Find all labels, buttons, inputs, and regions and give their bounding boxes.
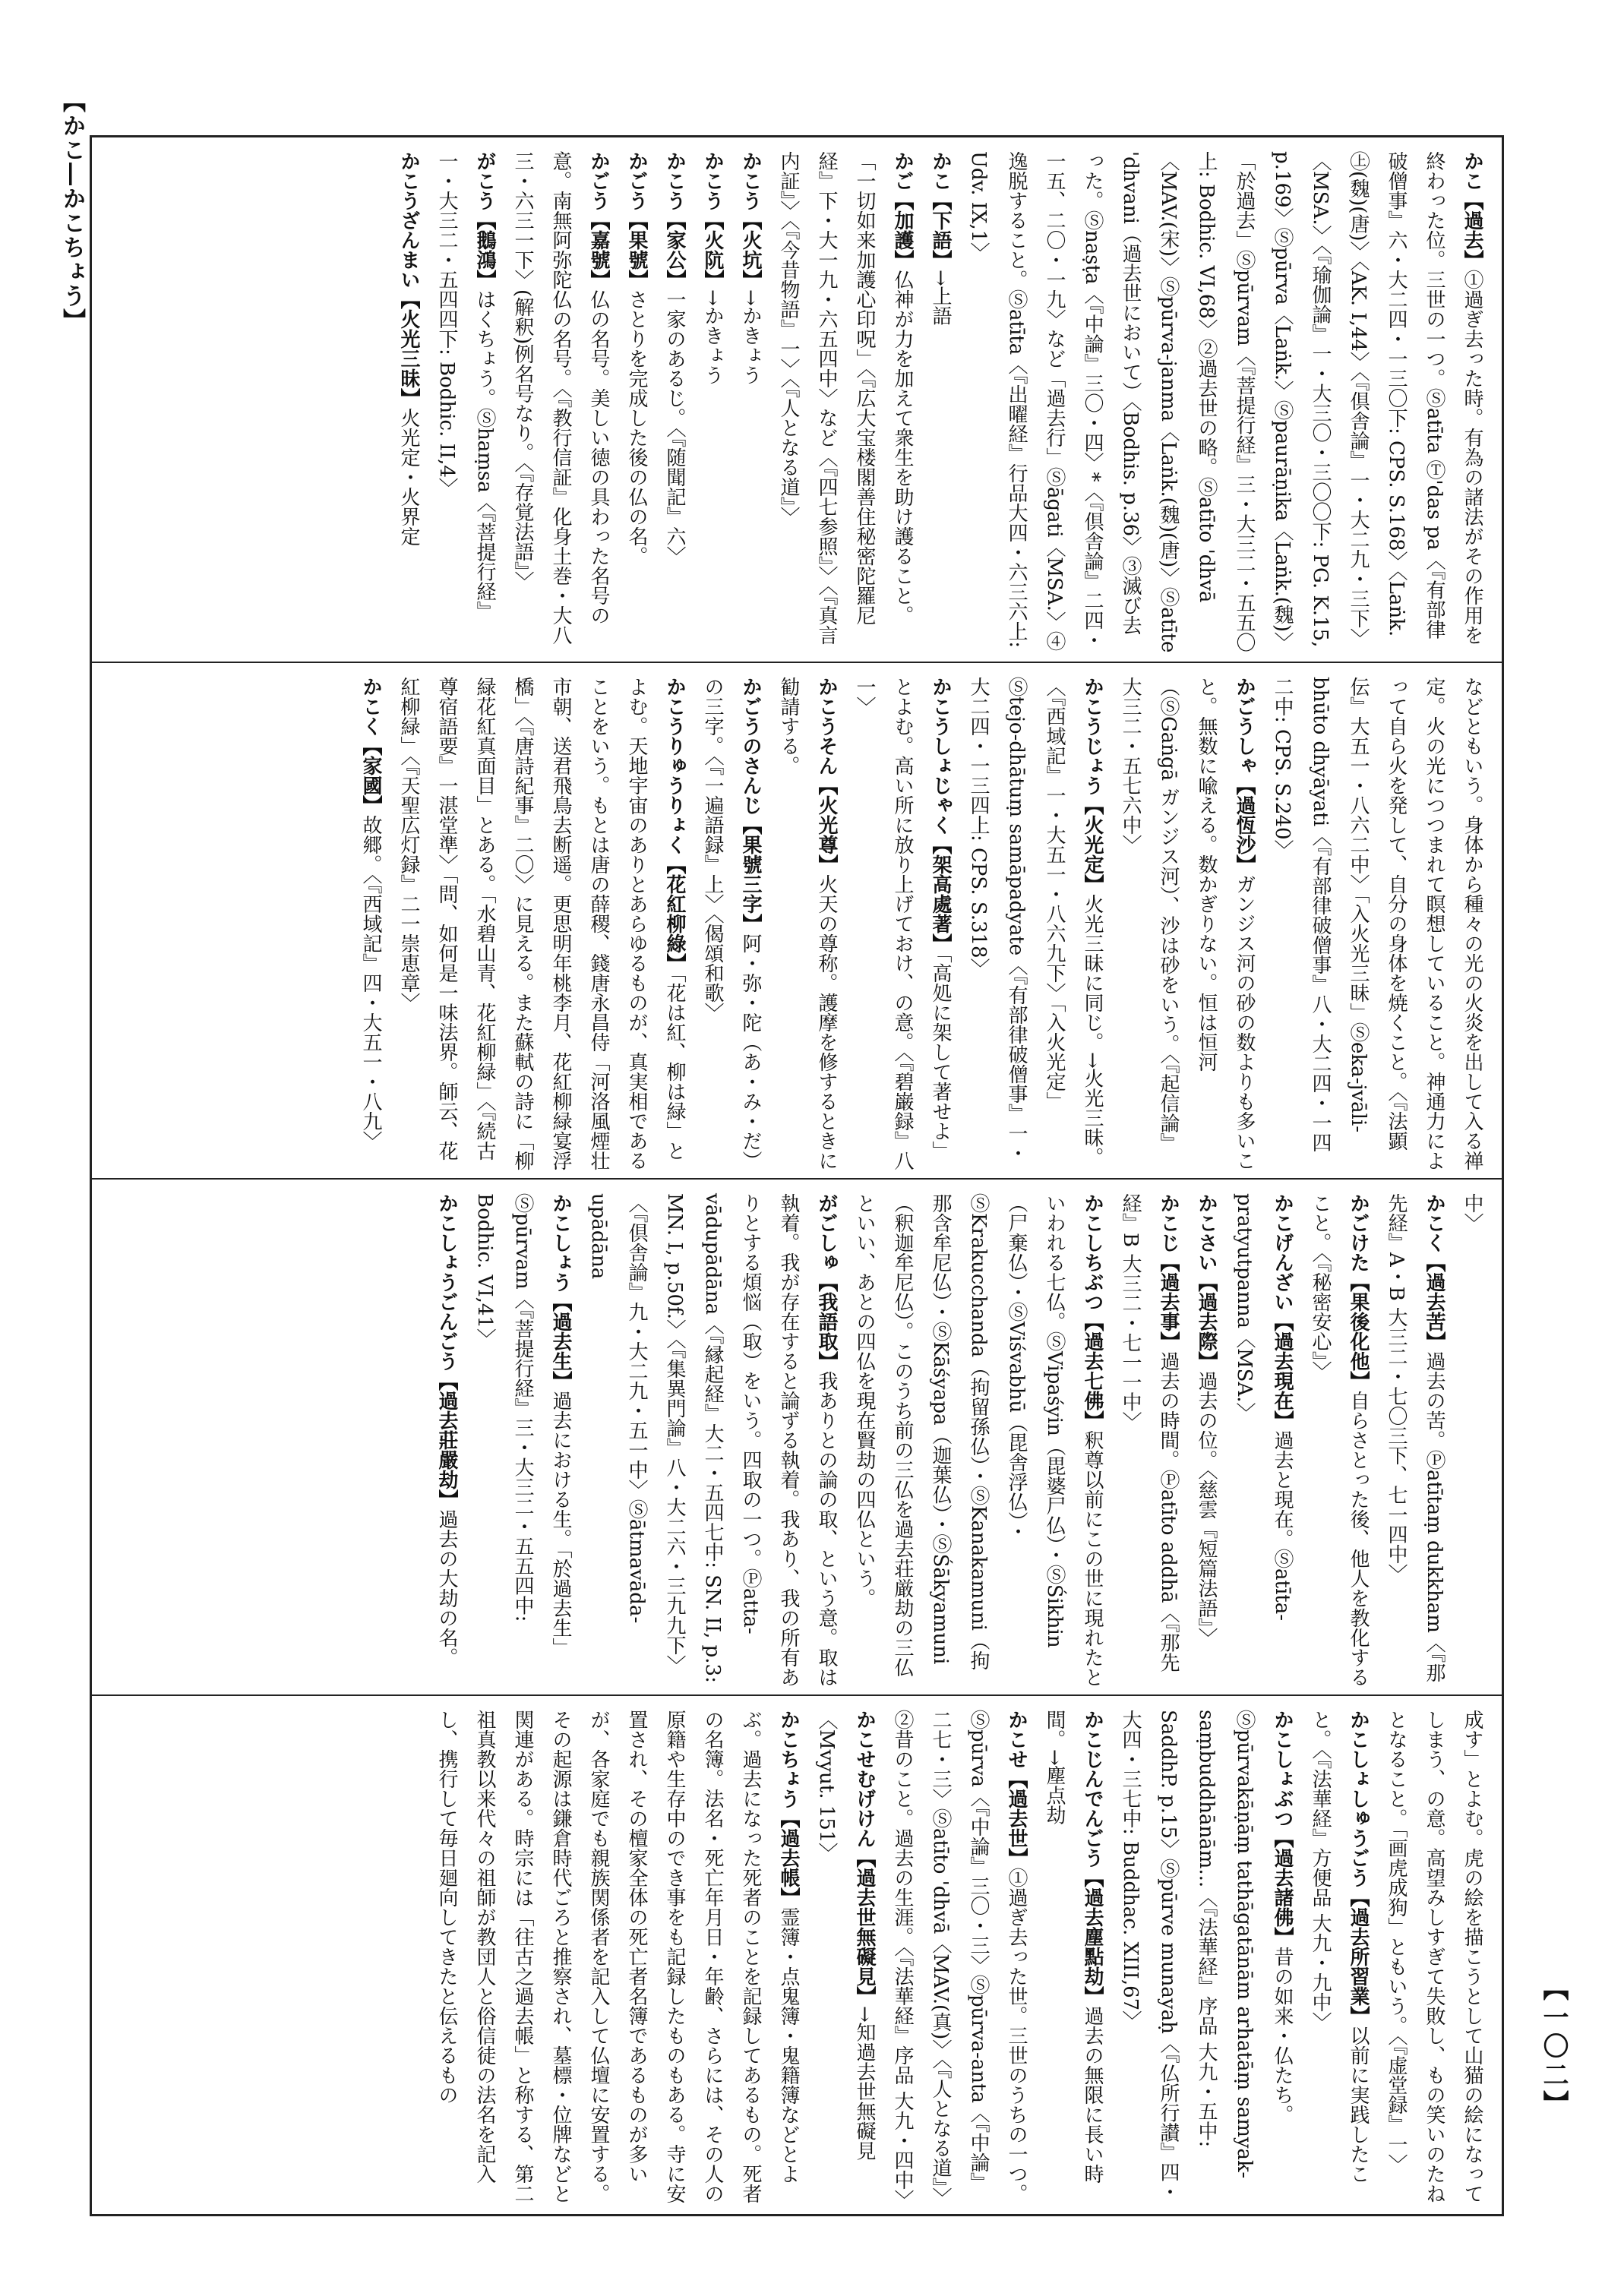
dictionary-entry	[1377, 1710, 1491, 2211]
dictionary-entry	[883, 1710, 1035, 2211]
dictionary-entry	[504, 151, 618, 654]
entry-headword: かこ【下語】	[929, 151, 952, 270]
entry-headword: かこうりゅうりょく【花紅柳綠】	[663, 677, 686, 973]
entry-body: →かきょう	[701, 289, 724, 385]
entry-body: 「高処に架して著せよ」とよむ。高い所に放り上げておけ、の意。〈『碧巌録』八一〉	[853, 677, 952, 1170]
entry-headword: かこう【家公】	[663, 151, 686, 289]
dictionary-entry	[428, 1193, 466, 1687]
entry-body: さとりを完成した後の仏の名。	[625, 289, 648, 566]
text-column	[92, 1180, 1502, 1694]
dictionary-entry	[1035, 1710, 1111, 2211]
entry-headword: かこうしょじゃく【架高處著】	[929, 677, 952, 953]
entry-headword: かご【加護】	[891, 151, 914, 270]
entry-body: 釈尊以前にこの世に現れたといわれる七仏。ⓈVipaśyin（毘婆尸仏）・ⓈŚikhin（尸棄仏）・ⓈViśvabhū（毘舎浮仏）・ⓈKrakucchanda（拘留孫仏）・ⓈKanakamuni（拘那含牟尼仏）・ⓈKāśyapa（迦葉仏）・ⓈŚākyamuni（釈迦牟尼仏）。このうち前の三仏を過去荘厳劫の三仏といい、あとの四仏を現在賢劫の四仏という。	[853, 1193, 1104, 1687]
page-number: 【一〇二】	[1538, 1975, 1569, 2119]
entry-body: 我ありとの論の取、という意。取は執着。我が存在すると論ずる執着。我あり、我の所有ありとする煩悩（取）をいう。四取の一つ。Ⓟatta-vādupādāna〈『縁起経』大二・五四七中: SN. II, p.3: MN. I, p.50f.〉〈『集異門論』八・大二六・三九九下〉〈『倶舎論』九・大二九・五一中〉Ⓢātmavāda-upādāna	[587, 1193, 838, 1687]
dictionary-page-frame	[90, 135, 1504, 2216]
dictionary-entry	[1377, 1193, 1453, 1687]
entry-body: 阿・弥・陀（あ・み・だ）の三字。〈『一遍語録』上〉〈偈頌和歌〉	[701, 677, 762, 1170]
entry-headword: かこう【火坑】	[739, 151, 762, 289]
dictionary-entry	[807, 1710, 883, 2211]
entry-body: 故郷。〈『西域記』四・大五一・八九〉	[359, 815, 382, 1151]
entry-body: →知過去世無礙見〈Mvyut. 151〉	[815, 1710, 876, 2161]
page-header: 【かこ―かこちょう】	[58, 90, 85, 333]
dictionary-entry	[845, 677, 959, 1170]
entry-headword: かこじ【過去事】	[1157, 1193, 1180, 1351]
text-column	[92, 663, 1502, 1178]
dictionary-entry	[769, 677, 845, 1170]
dictionary-entry	[352, 677, 390, 1170]
dictionary-entry	[1111, 1710, 1301, 2211]
entry-headword: かごうしゃ【過恆沙】	[1233, 677, 1256, 874]
entry-headword: かごう【嘉號】	[587, 151, 610, 289]
entry-headword: かこせむげけん【過去世無礙見】	[853, 1710, 876, 2006]
entry-body: 火天の尊称。護摩を修するときに勧請する。	[777, 677, 838, 1170]
entry-headword: かこく【過去苦】	[1423, 1193, 1445, 1351]
entry-headword: かこく【家國】	[359, 677, 382, 815]
entry-body: 霊簿・点鬼簿・鬼籍簿などとよぶ。過去になった死者のことを記録してあるもの。死者の名簿。法名・死亡年月日・年齢、さらには、その人の原籍や生存中のでき事をも記録したものもある。寺に安置され、その檀家全体の死亡者名簿であるものが多いが、各家庭でも親族関係者を記入して仏壇に安置する。その起源は鎌倉時代ごろと推察され、墓標・位牌などと関連がある。時宗には「往古之過去帳」と称する、第二祖真教以来代々の祖師が教団人と俗信徒の法名を記入し、携行して毎日廻向してきたと伝えるもの	[435, 1710, 800, 2203]
entry-headword: かこしょう【過去生】	[549, 1193, 572, 1391]
dictionary-entry	[1263, 677, 1491, 1170]
entry-headword: がごしゅ【我語取】	[815, 1193, 838, 1371]
entry-headword: かこう【火阬】	[701, 151, 724, 289]
entry-headword: かごけた【果後化他】	[1347, 1193, 1370, 1391]
text-column	[92, 137, 1502, 662]
entry-headword: かこしょぶつ【過去諸佛】	[1271, 1710, 1294, 1947]
entry-body: 以前に実践したこと。〈『法華経』方便品 大九・九中〉	[1309, 1710, 1370, 2184]
dictionary-entry	[466, 1193, 580, 1687]
entry-body: 火光三昧に同じ。→火光三昧。〈『西域記』一・大五一・八六九下〉「入火光定」Ⓢtejo-dhātuṃ samāpadyate〈『有部律破僧事』一・大二四・一三四上: CPS. S.318〉	[967, 677, 1104, 1167]
entry-headword: かごう【果號】	[625, 151, 648, 289]
entry-headword: かこさい【過去際】	[1195, 1193, 1218, 1371]
entry-body: 過去の大劫の名。	[435, 1509, 458, 1667]
entry-headword: かごうのさんじ【果號三字】	[739, 677, 762, 933]
entry-headword: かこ【過去】	[1461, 151, 1483, 270]
dictionary-entry	[580, 1193, 845, 1687]
entry-headword: かこしちぶつ【過去七佛】	[1081, 1193, 1104, 1430]
entry-body: 成す」とよむ。虎の絵を描こうとして山猫の絵になってしまう、の意。高望みしすぎて失敗し、もの笑いのたねとなること。「画虎成狗」ともいう。〈『虚堂録』一〉	[1385, 1710, 1483, 2203]
entry-body: 仏神が力を加えて衆生を助け護ること。「一切如来加護心印呪」〈『広大宝楼閣善住秘密陀羅尼経』下・大一九・六五四中〉など〈『四七参照』〉〈『真言内証』〉〈『今昔物語』一〉〈『人となる道』〉	[777, 151, 914, 645]
dictionary-entry	[390, 677, 694, 1170]
entry-body: 昔の如来・仏たち。Ⓢpūrvakāṇāṃ tathāgatānām arhatāṃ samyak-saṃbuddhānām...〈『法華経』序品 大九・五中: SaddhP. p.15〉Ⓢpūrve munayaḥ〈『仏所行讃』四・大四・三七中: Buddhac. XIII,67〉	[1119, 1710, 1294, 2202]
dictionary-entry	[694, 677, 769, 1170]
dictionary-entry	[845, 1193, 1111, 1687]
entry-body: はくちょう。Ⓢhaṃsa〈『菩提行経』一・大三二・五四四下: Bodhic. II,4〉	[435, 151, 496, 621]
text-band-1	[92, 137, 1502, 662]
entry-body: などともいう。身体から種々の光の火炎を出して入る禅定。火の光につつまれて瞑想していること。神通力によって自ら火を発して、自分の身体を焼くこと。〈『法顕伝』大五一・八六二中〉「入火光三昧」Ⓢeka-jvāli-bhūto dhyāyati〈『有部律破僧事』八・大二四・一四二中: CPS. S.240〉	[1271, 677, 1483, 1170]
entry-headword: かこちょう【過去帳】	[777, 1710, 800, 1907]
dictionary-entry	[731, 151, 769, 654]
entry-body: 中〉	[1461, 1193, 1483, 1233]
entry-headword: かこうざんまい【火光三昧】	[397, 151, 420, 408]
entry-body: 火光定・火界定	[397, 408, 420, 546]
text-column	[92, 1696, 1502, 2219]
dictionary-entry	[618, 151, 656, 654]
entry-body: →かきょう	[739, 289, 762, 385]
entry-body: 過去の無限に長い時間。→塵点劫	[1043, 1710, 1104, 2184]
dictionary-entry	[1453, 1193, 1491, 1687]
dictionary-entry	[921, 151, 959, 654]
dictionary-entry	[1225, 1193, 1301, 1687]
dictionary-entry	[769, 151, 921, 654]
entry-headword: かこしょうごんごう【過去莊嚴劫】	[435, 1193, 458, 1509]
entry-body: 過去の位。〈慈雲『短篇法語』〉	[1195, 1371, 1218, 1647]
entry-headword: かこじんでんごう【過去塵點劫】	[1081, 1710, 1104, 2006]
entry-body: 「花は紅、柳は緑」とよむ。天地宇宙のありとあらゆるものが、真実相であることをいう。もとは唐の薛稷、錢唐永昌侍「河洛風煙壮市朝、送君飛鳥去断遥。更思明年桃李月、花紅柳緑宴浮橋」〈『唐詩紀事』二〇〉に見える。また蘇軾の詩に「柳緑花紅真面目」とある。「水碧山青、花紅柳緑」〈『続古尊宿語要』一湛堂準〉「問、如何是一味法界。師云、花紅柳緑」〈『天聖広灯録』二一崇恵章〉	[397, 677, 686, 1170]
dictionary-entry	[656, 151, 694, 654]
entry-body: 過去と現在。Ⓢatīta-pratyutpanna〈MSA.〉	[1233, 1193, 1294, 1621]
entry-headword: かこうそん【火光尊】	[815, 677, 838, 874]
entry-body: ①過ぎ去った世。三世のうちの一つ。Ⓢpūrva〈『中論』三〇・三〉Ⓢpūrva-anta〈『中論』二七・三〉Ⓢatīto 'dhvā〈MAV.(真)〉〈『人となる道』〉②昔のこと。過去の生涯。〈『法華経』序品 大九・四中〉	[891, 1710, 1028, 2210]
text-band-3	[92, 1180, 1502, 1694]
entry-body: →上語	[929, 270, 952, 326]
entry-headword: かこしょしゅうごう【過去所習業】	[1347, 1710, 1370, 2026]
entry-headword: かこげんざい【過去現在】	[1271, 1193, 1294, 1430]
dictionary-entry	[428, 1710, 807, 2211]
entry-body: 一家のあるじ。〈『随聞記』六〉	[663, 289, 686, 566]
dictionary-entry	[1187, 1193, 1225, 1687]
dictionary-entry	[959, 677, 1111, 1170]
entry-body: ①過ぎ去った時。有為の諸法がその作用を終わった位。三世の一つ。Ⓢatīta Ⓣ'das pa〈『有部律破僧事』六・大二四・一三〇下: CPS. S.168〉〈Laṅk. ㊤(魏)(唐)〉〈AK. I,44〉〈『倶舎論』一・大二九・三下〉〈MSA.〉〈『瑜伽論』一・大三〇・三〇〇下: PG. K.15, p.169〉Ⓢpūrva〈Laṅk.〉Ⓢpaurāṇika〈Laṅk.(魏)〉「於過去」Ⓢpūrvam〈『菩提行経』三・大三二・五五〇上: Bodhic. VI,68〉②過去世の略。Ⓢatīto 'dhvā〈MAV.(宋)〉Ⓢpūrva-janma〈Laṅk.(魏)(唐)〉Ⓢatīte 'dhvani（過去世において）〈Bodhis. p.36〉③滅び去った。Ⓢnaṣṭa〈『中論』三〇・四〉*〈『倶舎論』二四・一五、二〇・一九〉など「過去行」Ⓢāgati〈MSA.〉④逸脱すること。Ⓢatīta〈『出曜経』行品大四・六三六上: Udv. IX,1〉	[967, 151, 1483, 653]
dictionary-entry	[959, 151, 1491, 654]
dictionary-entry	[1301, 1193, 1377, 1687]
dictionary-entry	[428, 151, 504, 654]
entry-headword: かこせ【過去世】	[1005, 1710, 1028, 1868]
entry-body: 自らさとった後、他人を教化すること。〈『秘密安心』〉	[1309, 1193, 1370, 1687]
dictionary-entry	[390, 151, 428, 654]
text-band-2	[92, 663, 1502, 1178]
dictionary-entry	[1301, 1710, 1377, 2211]
entry-body: 過去における生。「於過去生」Ⓢpūrvam〈『菩提行経』三・大三二・五五四中: Bodhic. VI,41〉	[473, 1193, 572, 1657]
dictionary-entry	[694, 151, 731, 654]
entry-body: 過去の苦。Ⓟatītaṃ dukkham〈『那先経』A・B 大三二・七〇三下、七一四中〉	[1385, 1193, 1445, 1682]
entry-body: ガンジス河の砂の数よりも多いこと。無数に喩える。数かぎりない。恒は恒河（ⓈGaṅgā ガンジス河）、沙は砂をいう。〈『起信論』大三二・五七六中〉	[1119, 677, 1256, 1170]
text-band-4	[92, 1696, 1502, 2219]
entry-body: 過去の時間。Ⓟatīto addhā〈『那先経』B 大三二・七一一中〉	[1119, 1193, 1180, 1672]
entry-headword: かこうじょう【火光定】	[1081, 677, 1104, 894]
dictionary-entry	[1111, 1193, 1187, 1687]
entry-body: 仏の名号。美しい徳の具わった名号の意。南無阿弥陀仏の名号。〈『教行信証』化身土巻・大八三・六三一下〉(解釈)例名号なり。〈『存覚法語』〉	[511, 151, 610, 645]
entry-headword: がこう【鵝鴻】	[473, 151, 496, 289]
dictionary-entry	[1111, 677, 1263, 1170]
